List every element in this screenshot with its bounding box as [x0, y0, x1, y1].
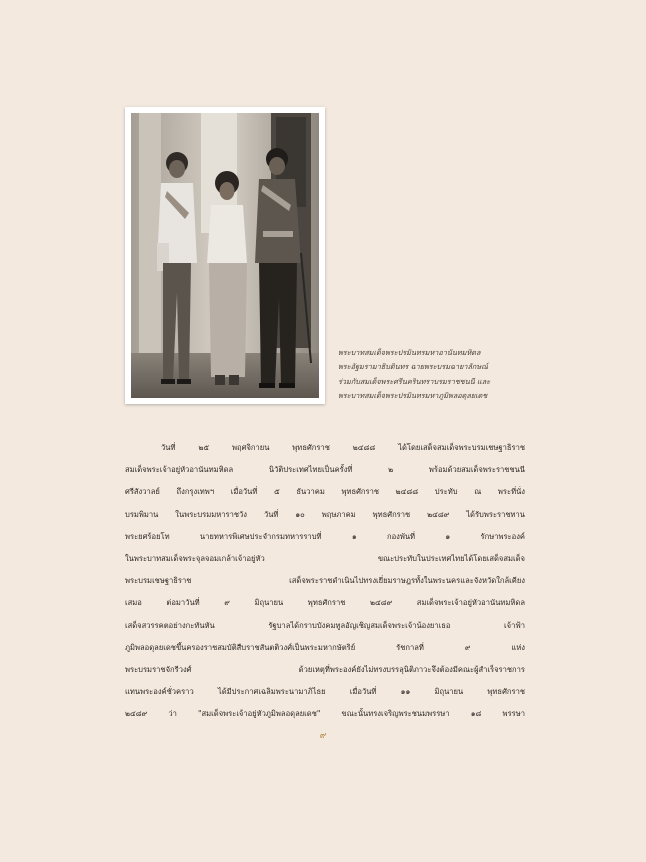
body-line: พระบรมราชจักรีวงศ์ ด้วยเหตุที่พระองค์ยังไม่ทรงบรรลุนิติภาวะจึงต้องมีคณะผู้สำเร็จราชการ [125, 665, 525, 675]
body-line: พระบรมเชษฐาธิราช เสด็จพระราชดำเนินไปทรงเยี่ยมราษฎรทั้งในพระนครและจังหวัดใกล้เคียง [125, 576, 525, 586]
body-line: เสด็จสวรรคตอย่างกะทันหัน รัฐบาลได้กราบบังคมทูลอัญเชิญสมเด็จพระเจ้าน้องยาเธอ เจ้าฟ้า [125, 620, 525, 630]
body-line: ศรีสังวาลย์ ถึงกรุงเทพฯ เมื่อวันที่ ๕ ธันวาคม พุทธศักราช ๒๔๘๘ ประทับ ณ พระที่นั่ง [125, 487, 525, 497]
body-line: ภูมิพลอดุลยเดชขึ้นครองราชสมบัติสืบราชสันตติวงศ์เป็นพระมหากษัตริย์ รัชกาลที่ ๙ แห่ง [125, 642, 525, 652]
body-line: บรมพิมาน ในพระบรมมหาราชวัง วันที่ ๑๐ พฤษภาคม พุทธศักราช ๒๔๘๙ ได้รับพระราชทาน [125, 509, 525, 519]
caption-line: พระบาทสมเด็จพระปรมินทรมหาอานันทมหิดล [338, 348, 481, 357]
body-line: วันที่ ๒๕ พฤศจิกายน พุทธศักราช ๒๔๘๘ ได้โดยเสด็จสมเด็จพระบรมเชษฐาธิราช [161, 443, 525, 452]
body-line: ในพระบาทสมเด็จพระจุลจอมเกล้าเจ้าอยู่หัว ขณะประทับในประเทศไทยได้โดยเสด็จสมเด็จ [125, 554, 525, 564]
body-line: สมเด็จพระเจ้าอยู่หัวอานันทมหิดล นิวัติประเทศไทยเป็นครั้งที่ ๒ พร้อมด้วยสมเด็จพระราชชนนี [125, 465, 525, 475]
historical-portrait-photo [131, 113, 319, 398]
body-line: แทนพระองค์ชั่วคราว ได้มีประกาศเฉลิมพระนามาภิไธย เมื่อวันที่ ๑๑ มิถุนายน พุทธศักราช [125, 687, 525, 697]
caption-line: พระอัฐมรามาธิบดินทร ฉายพระบรมฉายาลักษณ์ [338, 362, 488, 372]
body-line: พระยศร้อยโท นายทหารพิเศษประจำกรมทหารราบที่ ๑ กองพันที่ ๑ รักษาพระองค์ [125, 531, 525, 541]
body-line: เสมอ ต่อมาวันที่ ๙ มิถุนายน พุทธศักราช ๒๔๘๙ สมเด็จพระเจ้าอยู่หัวอานันทมหิดล [125, 598, 525, 608]
body-paragraph [125, 437, 525, 726]
caption-line: ร่วมกับสมเด็จพระศรีนครินทราบรมราชชนนี และ [338, 376, 491, 386]
caption-line: พระบาทสมเด็จพระปรมินทรมหาภูมิพลอดุลยเดช [338, 390, 488, 400]
photo-caption [338, 346, 538, 403]
page-number: ๙ [319, 731, 327, 741]
body-line: ๒๔๘๙ ว่า "สมเด็จพระเจ้าอยู่หัวภูมิพลอดุลยเดช" ขณะนั้นทรงเจริญพระชนมพรรษา ๑๘ พรรษา [125, 709, 525, 719]
photo-frame [125, 107, 325, 404]
